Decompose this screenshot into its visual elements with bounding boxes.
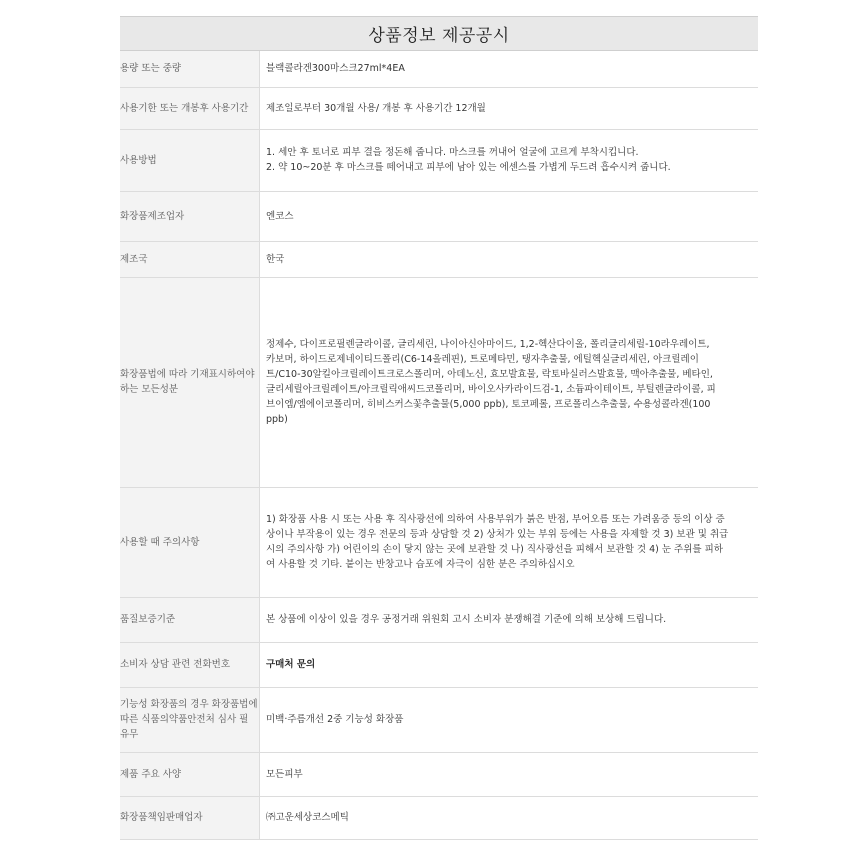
table-row [120, 241, 758, 277]
row-value: 제조일로부터 30개월 사용/ 개봉 후 사용기간 12개월 [260, 87, 759, 129]
table-row [120, 277, 758, 487]
table-row [120, 752, 758, 796]
table-row [120, 687, 758, 752]
table-row [120, 191, 758, 241]
row-label: 사용할 때 주의사항 [120, 487, 260, 597]
table-row [120, 642, 758, 687]
row-value: 정제수, 다이프로필렌글라이콜, 글리세린, 나이아신아마이드, 1,2-헥산다이올, 폴리글리세릴-10라우레이트, 카보머, 하이드로제네이티드폴리(C6-14올레핀), 트로메타민, 탱자추출물, 에틸헥실글리세린, 아크릴레이 트/C10-30알킬아크릴레이트크로스폴리머, 아데노신, 효모발효물, 락토바실러스발효물, 맥아추출물, 베타인, 글리세릴아크릴레이트/아크릴릭애씨드코폴리머, 바이오사카라이드검-1, 소듐파이테이트, 부틸렌글라이콜, 피 브이엠/엠에이코폴리머, 히비스커스꽃추출물(5,000 ppb), 토코페롤, 프로폴리스추출물, 수용성콜라겐(100 ppb) [260, 277, 759, 487]
table-row [120, 796, 758, 839]
row-label: 화장품제조업자 [120, 191, 260, 241]
table-row [120, 487, 758, 597]
row-label: 사용기한 또는 개봉후 사용기간 [120, 87, 260, 129]
row-label: 화장품법에 따라 기재표시하여야 하는 모든성분 [120, 277, 260, 487]
row-label: 화장품책임판매업자 [120, 796, 260, 839]
product-info-table [120, 51, 758, 840]
row-label: 용량 또는 중량 [120, 51, 260, 87]
row-label: 품질보증기준 [120, 597, 260, 642]
row-value: 모든피부 [260, 752, 759, 796]
table-row [120, 87, 758, 129]
row-value: 블랙콜라겐300마스크27ml*4EA [260, 51, 759, 87]
row-label: 기능성 화장품의 경우 화장품법에 따른 식품의약품안전처 심사 필 유무 [120, 687, 260, 752]
row-value: 미백·주름개선 2중 기능성 화장품 [260, 687, 759, 752]
row-value: 한국 [260, 241, 759, 277]
row-label: 제조국 [120, 241, 260, 277]
row-value: 본 상품에 이상이 있을 경우 공정거래 위원회 고시 소비자 분쟁해결 기준에 의해 보상해 드립니다. [260, 597, 759, 642]
page-title: 상품정보 제공공시 [120, 16, 758, 51]
row-value: 엔코스 [260, 191, 759, 241]
table-row [120, 51, 758, 87]
row-value: 구매처 문의 [260, 642, 759, 687]
table-row [120, 129, 758, 191]
table-row [120, 597, 758, 642]
product-info-sheet [120, 16, 758, 840]
row-label: 사용방법 [120, 129, 260, 191]
row-label: 소비자 상담 관련 전화번호 [120, 642, 260, 687]
row-value: 1. 세안 후 토너로 피부 결을 정돈해 줍니다. 마스크를 꺼내어 얼굴에 고르게 부착시킵니다. 2. 약 10~20분 후 마스크를 떼어내고 피부에 남아 있는 에센스를 가볍게 두드려 흡수시켜 줍니다. [260, 129, 759, 191]
row-label: 제품 주요 사양 [120, 752, 260, 796]
row-value: 1) 화장품 사용 시 또는 사용 후 직사광선에 의하여 사용부위가 붉은 반점, 부어오름 또는 가려움증 등의 이상 증 상이나 부작용이 있는 경우 전문의 등과 상담할 것 2) 상처가 있는 부위 등에는 사용을 자제할 것 3) 보관 및 취급 시의 주의사항 가) 어린이의 손이 닿지 않는 곳에 보관할 것 나) 직사광선을 피해서 보관할 것 4) 눈 주위를 피하 여 사용할 것 기타. 붙이는 반창고나 습포에 자극이 심한 분은 주의하십시오 [260, 487, 759, 597]
row-value: ㈜고운세상코스메틱 [260, 796, 759, 839]
